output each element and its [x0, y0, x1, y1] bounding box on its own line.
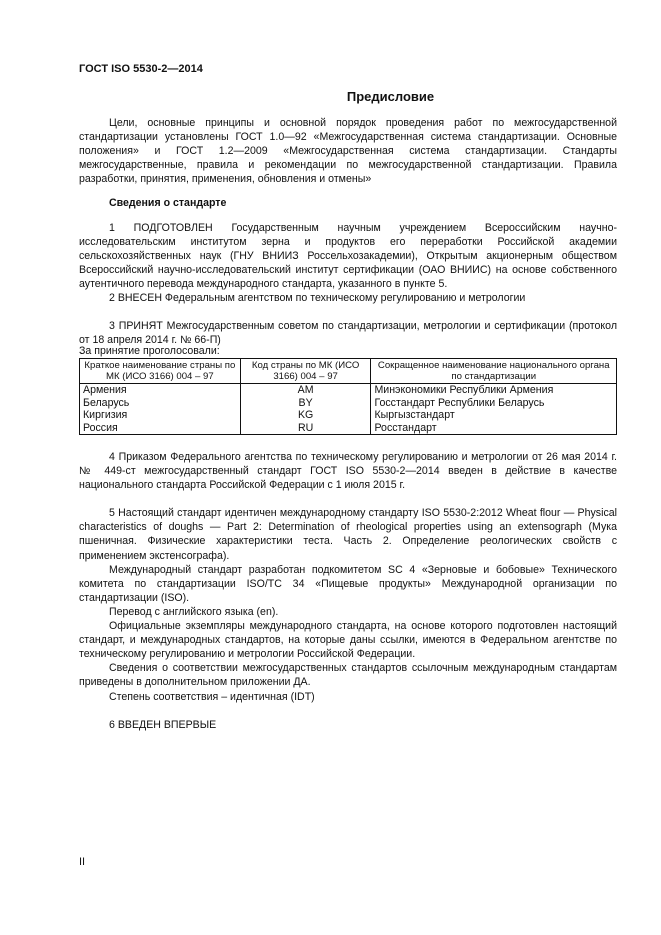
document-code-header: ГОСТ ISO 5530-2—2014	[79, 63, 203, 75]
standard-info-heading: Сведения о стандарте	[109, 197, 227, 210]
item-4-paragraph: 4 Приказом Федерального агентства по техническому регулированию и метрологии от 26 мая 2014 г. № 449-ст межгосударственный стандарт ГОСТ ISO 5530-2—2014 введен в действие в качестве национального стандарта Российской Федерации с 1 июля 2015 г.	[79, 451, 617, 492]
table-cell-country: Армения	[80, 384, 241, 397]
table-cell-code: BY	[240, 397, 371, 410]
table-row	[80, 409, 617, 422]
table-cell-code: AM	[240, 384, 371, 397]
table-header-body: Сокращенное наименование национального органа по стандартизации	[371, 359, 617, 384]
page-title: Предисловие	[346, 89, 435, 104]
table-cell-country: Россия	[80, 422, 241, 435]
item-1-paragraph: 1 ПОДГОТОВЛЕН Государственным научным учреждением Всероссийским научно-исследовательским институтом зерна и продуктов его переработки Российской академии сельскохозяйственных наук (ГНУ ВНИИЗ Россельхозакадемии), Открытым акционерным обществом Всероссийский научно-исследовательский институт сертификации (ОАО ВНИИС) на основе собственного аутентичного перевода международного стандарта, указанного в пункте 5.	[79, 221, 617, 290]
item-5-official-copies-paragraph: Официальные экземпляры международного стандарта, на основе которого подготовлен настоящий стандарт, и международных стандартов, на которые даны ссылки, имеются в Федеральном агентстве по техническому регулированию и метрологии Российской Федерации.	[79, 620, 617, 661]
table-row	[80, 384, 617, 397]
table-cell-body: Росстандарт	[371, 422, 617, 435]
table-cell-body: Минэкономики Республики Армения	[371, 384, 617, 397]
item-6-paragraph: 6 ВВЕДЕН ВПЕРВЫЕ	[109, 718, 217, 731]
item-2-paragraph: 2 ВНЕСЕН Федеральным агентством по техническому регулированию и метрологии	[109, 292, 526, 305]
table-caption-text: За принятие проголосовали:	[79, 345, 220, 357]
table-cell-body: Кыргызстандарт	[371, 409, 617, 422]
intro-paragraph: Цели, основные принципы и основной порядок проведения работ по межгосударственной стандартизации установлены ГОСТ 1.0—92 «Межгосударственная система стандартизации. Основные положения» и ГОСТ 1.2—2009 «Межгосударственная система стандартизации. Стандарты межгосударственные, правила и рекомендации по межгосударственной стандартизации. Правила разработки, принятия, применения, обновления и отмены»	[79, 117, 617, 186]
item-5-translation-paragraph: Перевод с английского языка (en).	[109, 605, 279, 618]
foreword-bottom-block	[79, 450, 617, 732]
table-caption	[79, 344, 617, 358]
table-cell-body: Госстандарт Республики Беларусь	[371, 397, 617, 410]
page-number: II	[79, 856, 86, 868]
voting-states-table	[79, 358, 617, 435]
item-3-paragraph: 3 ПРИНЯТ Межгосударственным советом по стандартизации, метрологии и сертификации (протокол от 18 апреля 2014 г. № 66-П)	[79, 320, 617, 347]
table-cell-country: Киргизия	[80, 409, 241, 422]
table-cell-country: Беларусь	[80, 397, 241, 410]
table-header-country: Краткое наименование страны по МК (ИСО 3166) 004 – 97	[80, 359, 241, 384]
table-header-row	[80, 359, 617, 384]
item-5-paragraph: 5 Настоящий стандарт идентичен международному стандарту ISO 5530-2:2012 Wheat flour — Physical characteristics of doughs — Part 2: Determination of rheological properties using an extensograph (Мука пшеничная. Физические характеристики теста. Часть 2. Определение реологических свойств с применением экстенсографа).	[79, 507, 617, 562]
table-header-code: Код страны по МК (ИСО 3166) 004 – 97	[240, 359, 371, 384]
table-cell-code: KG	[240, 409, 371, 422]
item-5-degree-paragraph: Степень соответствия – идентичная (IDT)	[109, 690, 315, 703]
item-5-developer-paragraph: Международный стандарт разработан подкомитетом SC 4 «Зерновые и бобовые» Технического комитета по стандартизации ISO/TC 34 «Пищевые продукты» Международной организации по стандартизации (ISO).	[79, 563, 617, 604]
table-row	[80, 397, 617, 410]
table-row	[80, 422, 617, 435]
foreword-top-block	[79, 116, 617, 347]
item-5-conformity-paragraph: Сведения о соответствии межгосударственных стандартов ссылочным международным стандартам приведены в дополнительном приложении ДА.	[79, 662, 617, 689]
table-cell-code: RU	[240, 422, 371, 435]
